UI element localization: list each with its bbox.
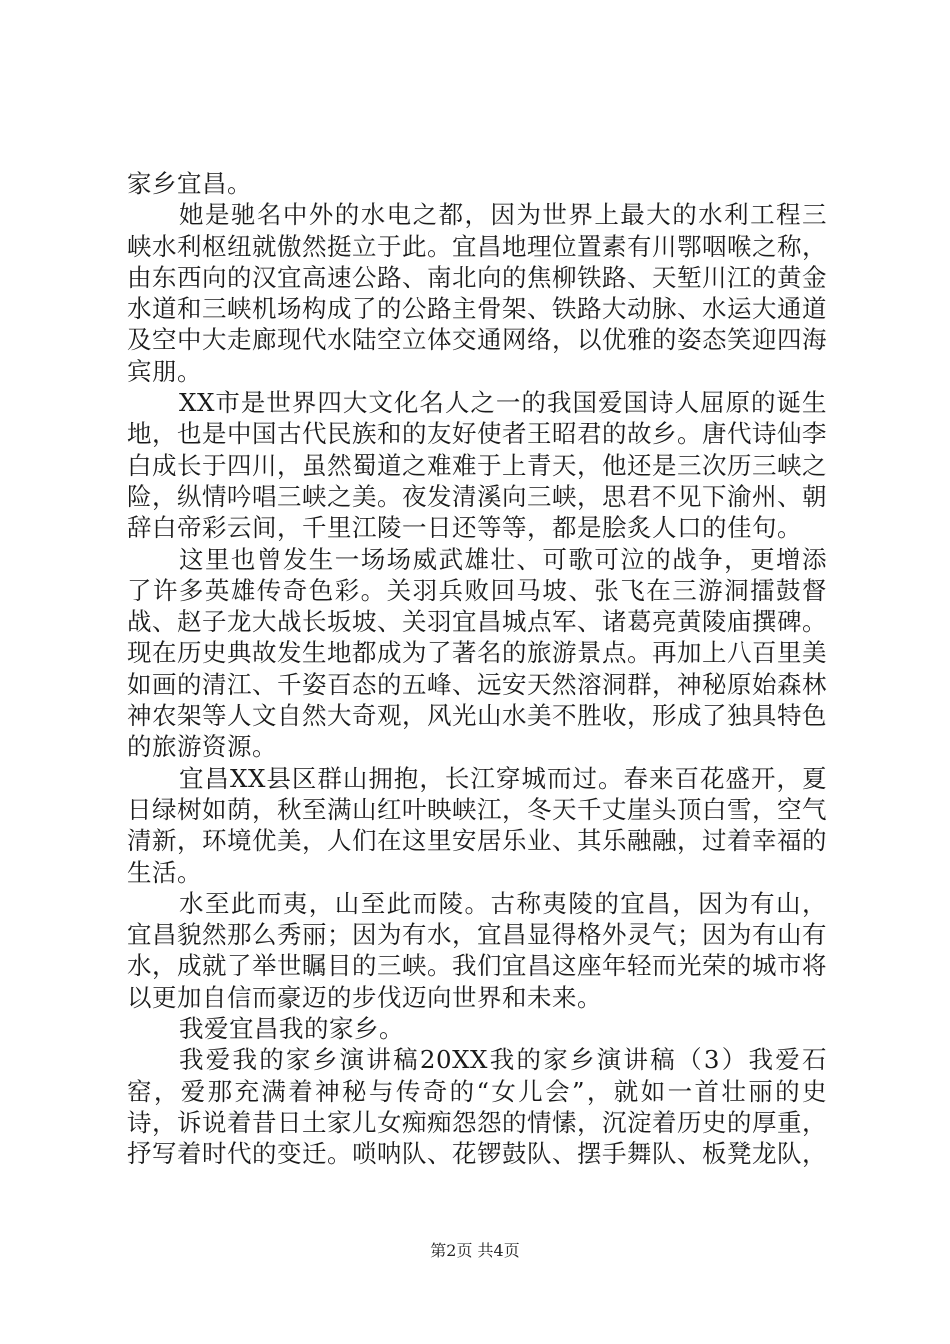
paragraph-3: XX市是世界四大文化名人之一的我国爱国诗人屈原的诞生地，也是中国古代民族和的友好使者王昭君的故乡。唐代诗仙李白成长于四川，虽然蜀道之难难于上青天，他还是三次历三峡之险，纵情吟唱三峡之美。夜发清溪向三峡，思君不见下渝州、朝辞白帝彩云间，千里江陵一日还等等，都是脍炙人口的佳句。: [127, 388, 827, 543]
paragraph-7: 我爱宜昌我的家乡。: [179, 1014, 404, 1044]
document-body: [127, 168, 827, 1170]
paragraph-1: 家乡宜昌。: [127, 169, 252, 198]
paragraph-5: 宜昌XX县区群山拥抱，长江穿城而过。春来百花盛开，夏日绿树如荫，秋至满山红叶映峡江，冬天千丈崖头顶白雪，空气清新，环境优美，人们在这里安居乐业、其乐融融，过着幸福的生活。: [127, 763, 827, 887]
page-footer: [0, 1241, 950, 1261]
paragraph-4: 这里也曾发生一场场威武雄壮、可歌可泣的战争，更增添了许多英雄传奇色彩。关羽兵败回马坡、张飞在三游洞擂鼓督战、赵子龙大战长坂坡、关羽宜昌城点军、诸葛亮黄陵庙撰碑。现在历史典故发生地都成为了著名的旅游景点。再加上八百里美如画的清江、千姿百态的五峰、远安天然溶洞群，神秘原始森林神农架等人文自然大奇观，风光山水美不胜收，形成了独具特色的旅游资源。: [127, 544, 827, 762]
page-indicator: 第2页 共4页: [430, 1241, 520, 1260]
paragraph-2: 她是驰名中外的水电之都，因为世界上最大的水利工程三峡水利枢纽就傲然挺立于此。宜昌地理位置素有川鄂咽喉之称，由东西向的汉宜高速公路、南北向的焦柳铁路、天堑川江的黄金水道和三峡机场构成了的公路主骨架、铁路大动脉、水运大通道及空中大走廊现代水陆空立体交通网络，以优雅的姿态笑迎四海宾朋。: [127, 200, 827, 386]
paragraph-8: 我爱我的家乡演讲稿20XX我的家乡演讲稿（3）我爱石窑，爱那充满着神秘与传奇的“女儿会”，就如一首壮丽的史诗，诉说着昔日土家儿女痴痴怨怨的情愫，沉淀着历史的厚重，抒写着时代的变迁。唢呐队、花锣鼓队、摆手舞队、板凳龙队，: [127, 1045, 827, 1169]
paragraph-6: 水至此而夷，山至此而陵。古称夷陵的宜昌，因为有山，宜昌貌然那么秀丽；因为有水，宜昌显得格外灵气；因为有山有水，成就了举世瞩目的三峡。我们宜昌这座年轻而光荣的城市将以更加自信而豪迈的步伐迈向世界和未来。: [127, 888, 827, 1012]
